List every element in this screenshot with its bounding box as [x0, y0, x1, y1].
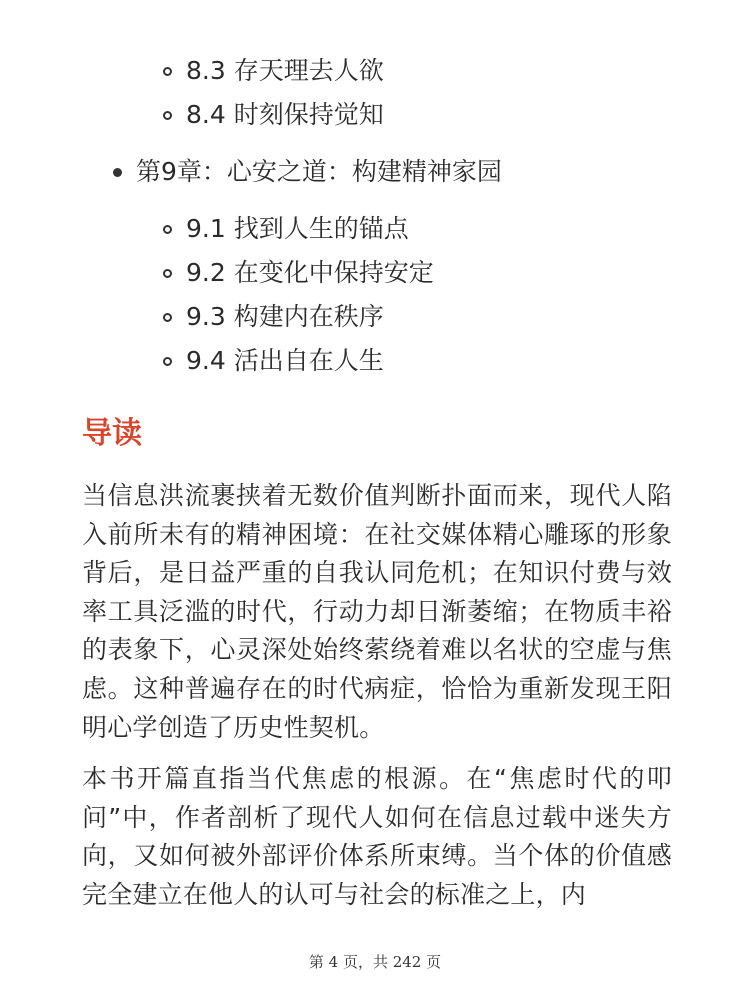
circle-bullet-icon — [163, 269, 172, 278]
toc-subitem-label: 8.3 存天理去人欲 — [186, 56, 384, 85]
circle-bullet-icon — [163, 111, 172, 120]
disc-bullet-icon — [113, 168, 122, 177]
toc-subitem-9-3[interactable] — [163, 300, 384, 334]
toc-subitem-label: 9.4 活出自在人生 — [186, 346, 384, 375]
body-paragraph-1: 当信息洪流裹挟着无数价值判断扑面而来，现代人陷入前所未有的精神困境：在社交媒体精心雕琢的形象背后，是日益严重的自我认同危机；在知识付费与效率工具泛滥的时代，行动力却日渐萎缩；在物质丰裕的表象下，心灵深处始终萦绕着难以名状的空虚与焦虑。这种普遍存在的时代病症，恰恰为重新发现王阳明心学创造了历史性契机。 — [82, 481, 672, 742]
toc-subitem-label: 8.4 时刻保持觉知 — [186, 100, 384, 129]
toc-subitem-label: 9.3 构建内在秩序 — [186, 302, 384, 331]
page-number-footer: 第 4 页，共 242 页 — [308, 953, 442, 971]
toc-chapter-label: 第9章：心安之道：构建精神家园 — [136, 157, 502, 186]
circle-bullet-icon — [163, 67, 172, 76]
circle-bullet-icon — [163, 357, 172, 366]
body-paragraph-2: 本书开篇直指当代焦虑的根源。在“焦虑时代的叩问”中，作者剖析了现代人如何在信息过载中迷失方向，又如何被外部评价体系所束缚。当个体的价值感完全建立在他人的认可与社会的标准之上，内 — [82, 764, 672, 909]
toc-subitem-8-3[interactable] — [163, 54, 384, 88]
toc-subitem-9-1[interactable] — [163, 212, 409, 246]
toc-subitem-9-2[interactable] — [163, 256, 434, 290]
circle-bullet-icon — [163, 225, 172, 234]
circle-bullet-icon — [163, 313, 172, 322]
toc-subitem-9-4[interactable] — [163, 344, 384, 378]
toc-subitem-label: 9.2 在变化中保持安定 — [186, 258, 434, 287]
toc-subitem-label: 9.1 找到人生的锚点 — [186, 214, 409, 243]
toc-chapter-9[interactable] — [113, 155, 502, 189]
section-heading: 导读 — [82, 416, 142, 451]
toc-subitem-8-4[interactable] — [163, 98, 384, 132]
